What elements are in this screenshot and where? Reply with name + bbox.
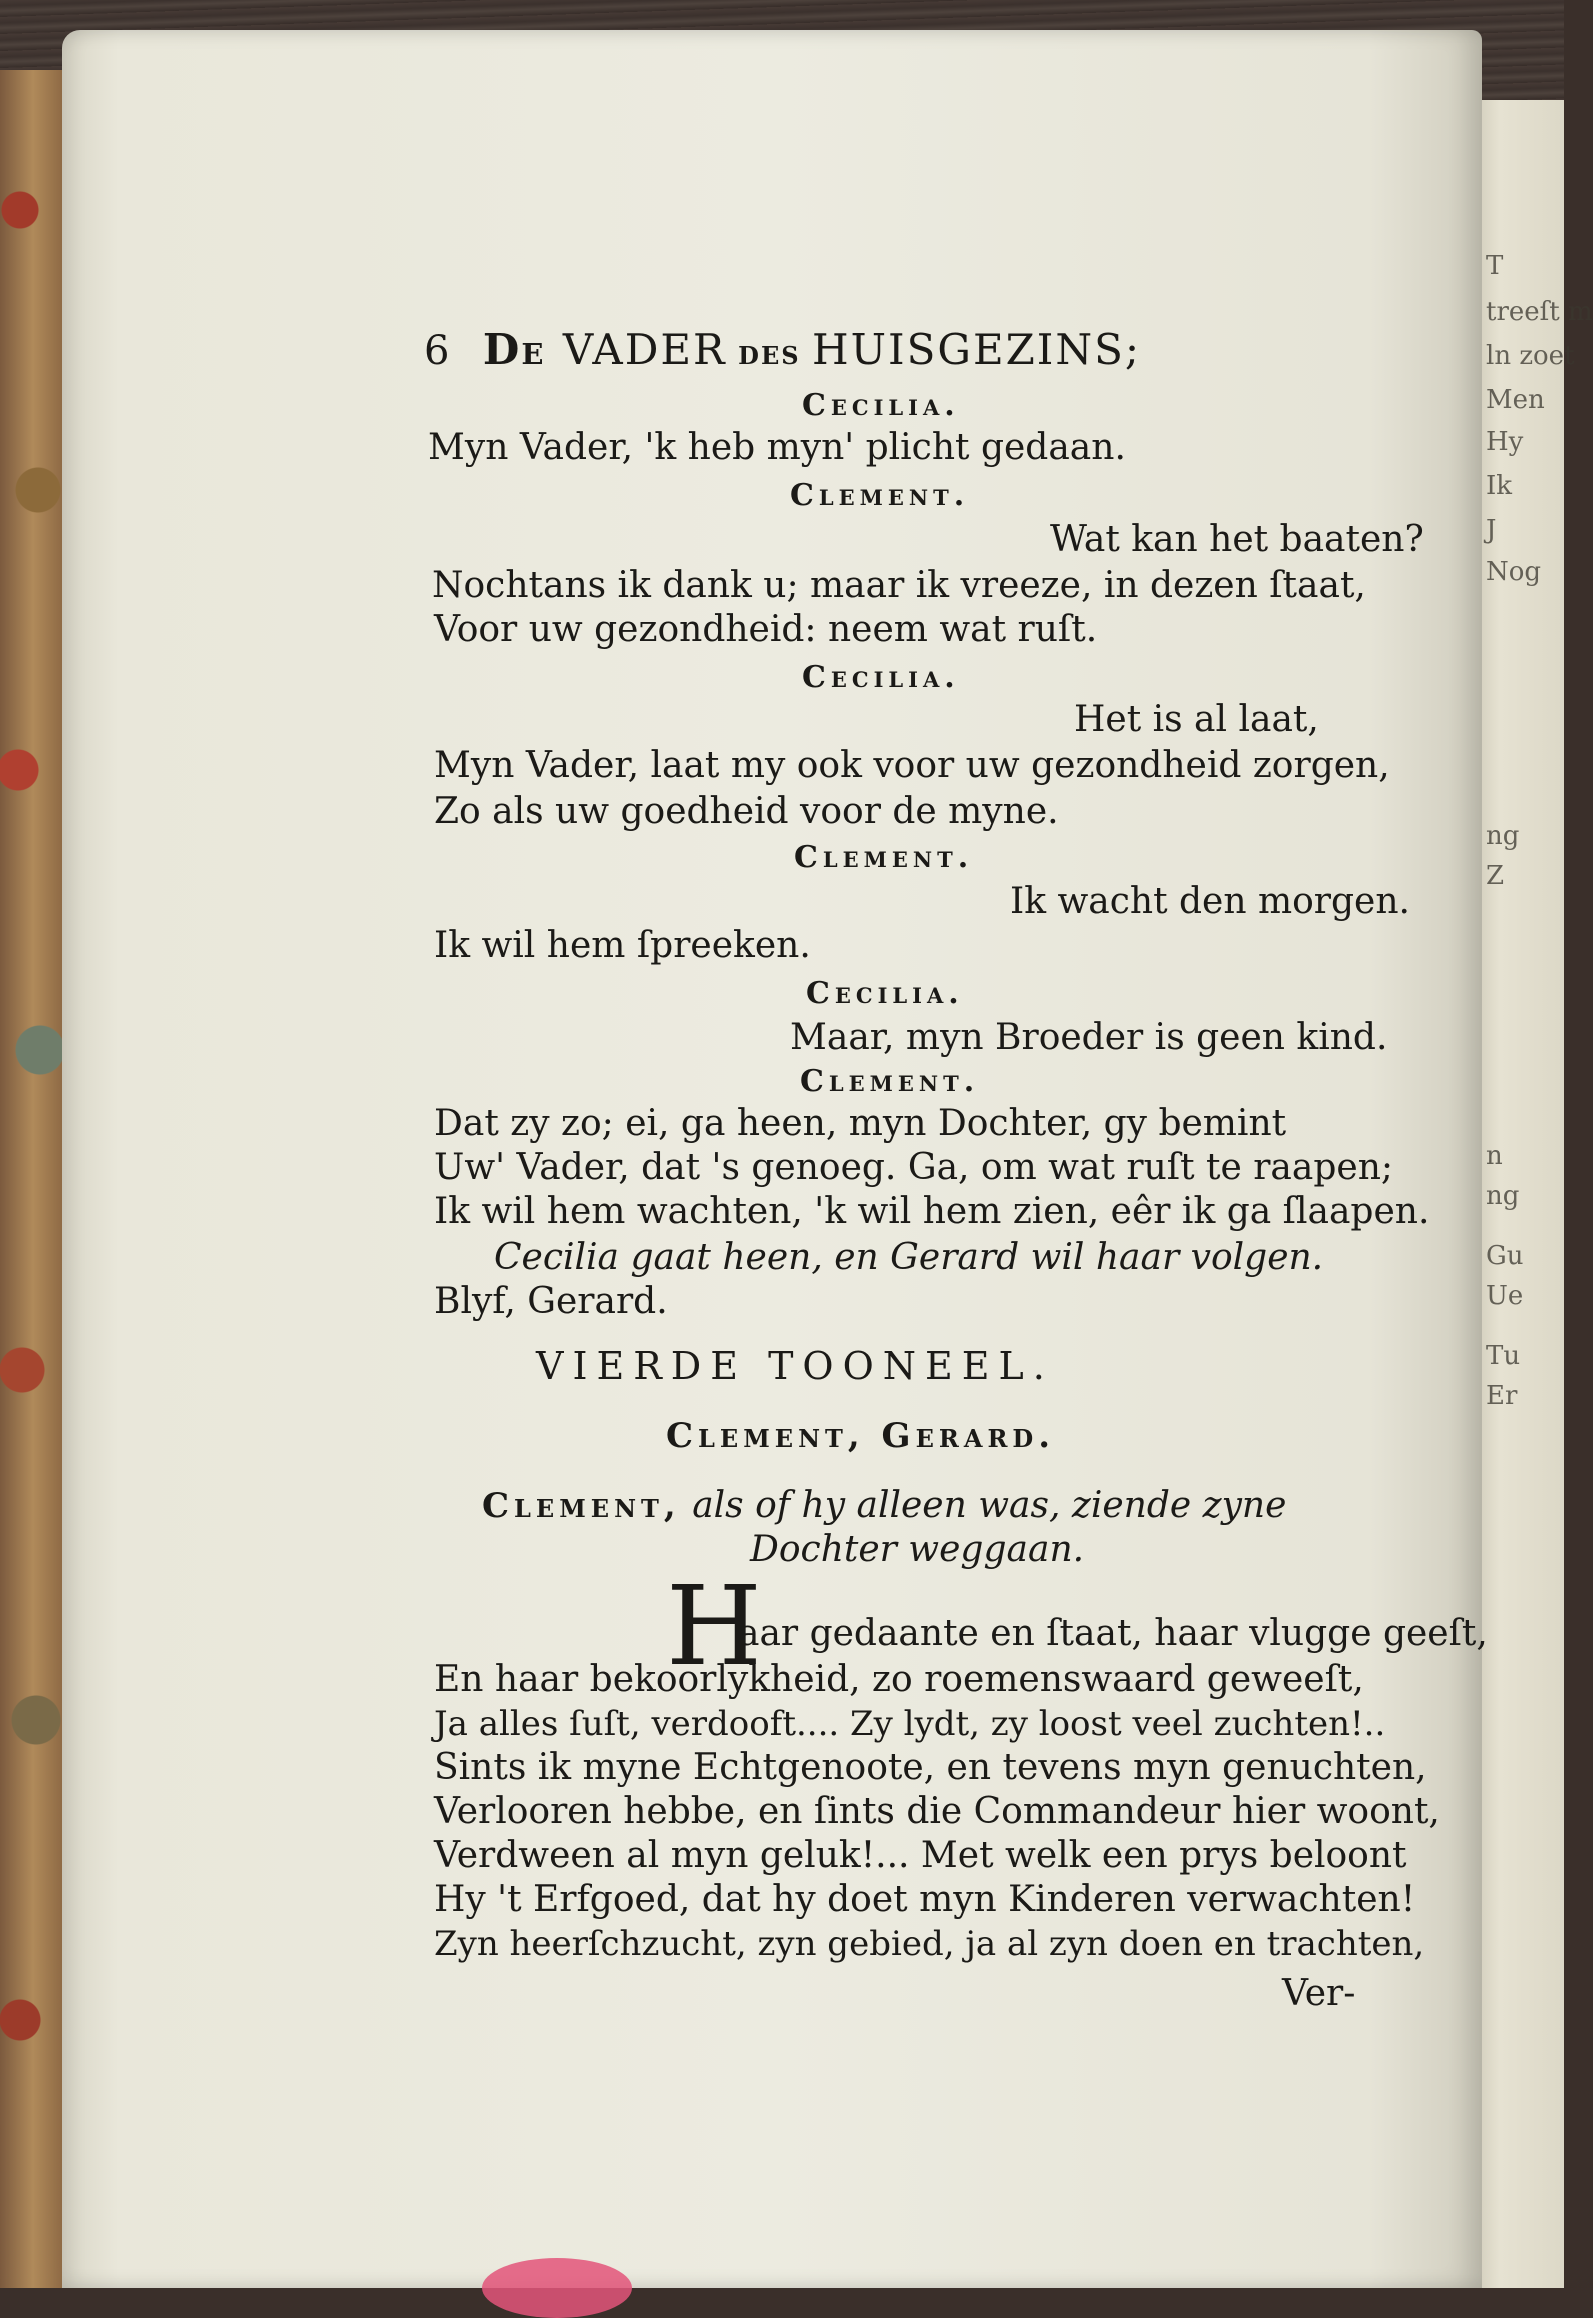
verse-line: Nochtans ik dank u; maar ik vreeze, in dezen ſtaat, xyxy=(432,565,1366,606)
verse-line: Dat zy zo; ei, ga heen, myn Dochter, gy bemint xyxy=(434,1103,1287,1144)
verse-line: aar gedaante en ſtaat, haar vlugge geeſt, xyxy=(738,1613,1488,1654)
facing-fragment: Z xyxy=(1486,861,1505,891)
drop-cap: H xyxy=(666,1562,762,1690)
facing-fragment: Gu xyxy=(1486,1241,1524,1271)
speaker-name: Cecilia. xyxy=(802,660,960,695)
page-text xyxy=(62,30,1488,2288)
verse-line: Blyf, Gerard. xyxy=(434,1281,668,1322)
running-title-prefix: De xyxy=(482,325,546,374)
facing-fragment: ng xyxy=(1486,821,1528,851)
verse-line: Verdween al myn geluk!... Met welk een prys beloont xyxy=(434,1835,1407,1876)
scene-direction xyxy=(482,1486,1286,1526)
verse-line: En haar bekoorlykheid, zo roemenswaard geweeſt, xyxy=(434,1659,1364,1700)
verse-line: Het is al laat, xyxy=(1074,699,1319,740)
facing-fragment: treeſt m xyxy=(1486,297,1593,327)
running-title-mid: des xyxy=(738,333,801,373)
verse-line: Wat kan het baaten? xyxy=(1050,519,1424,560)
verse-line: Verlooren hebbe, en ſints die Commandeur hier woont, xyxy=(434,1791,1440,1832)
facing-page xyxy=(1469,100,1593,2288)
page-number: 6 xyxy=(424,328,450,374)
verse-line: Voor uw gezondheid: neem wat ruſt. xyxy=(434,609,1098,650)
verse-line: Ik wil hem ſpreeken. xyxy=(434,925,811,966)
verse-line: Ik wacht den morgen. xyxy=(1010,881,1410,922)
verse-line: Uw' Vader, dat 's genoeg. Ga, om wat ruſt te raapen; xyxy=(434,1147,1394,1188)
facing-fragment: Nog xyxy=(1486,557,1542,587)
running-title-end: HUISGEZINS; xyxy=(812,325,1142,374)
verse-line: Zo als uw goedheid voor de myne. xyxy=(434,791,1059,832)
verse-line: Hy 't Erfgoed, dat hy doet myn Kinderen verwachten! xyxy=(434,1879,1416,1920)
speaker-name: Cecilia. xyxy=(802,388,960,423)
facing-fragment: Hy xyxy=(1486,427,1524,457)
running-title-main: VADER xyxy=(562,325,727,374)
facing-fragment: ng xyxy=(1486,1181,1520,1211)
book-page xyxy=(62,30,1488,2288)
verse-line: Ik wil hem wachten, 'k wil hem zien, eêr ik ga ſlaapen. xyxy=(434,1191,1430,1232)
verse-line: Maar, myn Broeder is geen kind. xyxy=(790,1017,1388,1058)
stage-direction: Cecilia gaat heen, en Gerard wil haar volgen. xyxy=(494,1237,1324,1278)
facing-fragment: n xyxy=(1486,1141,1503,1171)
speaker-name: Clement. xyxy=(794,840,974,875)
speaker-name: Cecilia. xyxy=(806,976,964,1011)
direction-text: als of hy alleen was, ziende zyne xyxy=(692,1485,1287,1526)
scene-title: VIERDE TOONEEL. xyxy=(536,1344,1054,1388)
marbled-binding xyxy=(0,70,66,2288)
facing-fragment: Ue xyxy=(1486,1281,1524,1311)
facing-fragment: ln zoet xyxy=(1486,341,1575,371)
facing-fragment: Men xyxy=(1486,385,1545,415)
facing-fragment: Er xyxy=(1486,1381,1518,1411)
verse-line: Zyn heerſchzucht, zyn gebied, ja al zyn doen en trachten, xyxy=(434,1924,1425,1964)
catchword: Ver- xyxy=(1282,1973,1356,2014)
verse-line: Myn Vader, 'k heb myn' plicht gedaan. xyxy=(428,427,1126,468)
scene-characters: Clement, Gerard. xyxy=(666,1416,1056,1456)
speaker-name: Clement. xyxy=(800,1064,980,1099)
verse-line: Sints ik myne Echtgenoote, en tevens myn genuchten, xyxy=(434,1747,1427,1788)
running-head xyxy=(424,325,1142,374)
facing-fragment: Ik xyxy=(1486,471,1513,501)
facing-fragment: Tu xyxy=(1486,1341,1521,1371)
direction-speaker: Clement, xyxy=(482,1486,681,1526)
facing-fragment: T xyxy=(1486,251,1504,281)
bookmark-tab xyxy=(482,2258,632,2318)
scene-direction-cont: Dochter weggaan. xyxy=(750,1529,1085,1570)
facing-fragment: J xyxy=(1486,515,1497,545)
verse-line: Myn Vader, laat my ook voor uw gezondheid zorgen, xyxy=(434,745,1390,786)
speaker-name: Clement. xyxy=(790,478,970,513)
verse-line: Ja alles ſuſt, verdooft.... Zy lydt, zy loost veel zuchten!.. xyxy=(434,1704,1386,1744)
